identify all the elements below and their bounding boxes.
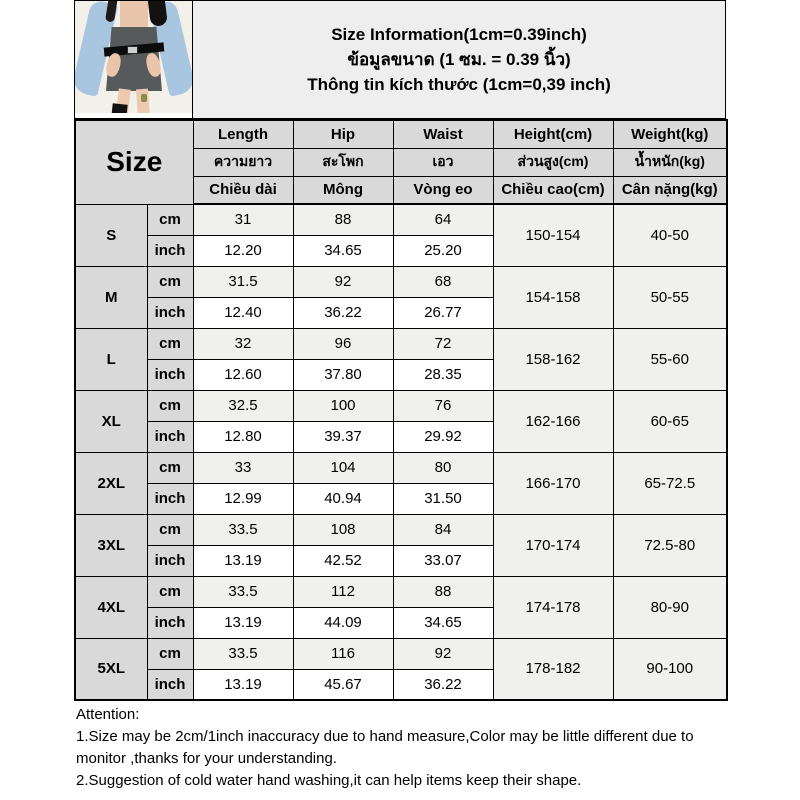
weight-range-value: 90-100 xyxy=(613,638,727,700)
unit-cell-inch: inch xyxy=(147,607,193,638)
weight-range-value: 40-50 xyxy=(613,204,727,266)
photo-torso xyxy=(120,1,148,31)
hip-inch-value: 37.80 xyxy=(293,359,393,390)
hip-cm-value: 112 xyxy=(293,576,393,607)
length-cm-value: 31 xyxy=(193,204,293,235)
content-block xyxy=(74,0,726,792)
col-header-waist-en: Waist xyxy=(393,120,493,148)
waist-cm-value: 64 xyxy=(393,204,493,235)
height-range-value: 170-174 xyxy=(493,514,613,576)
size-row-3xl-cm xyxy=(75,514,727,545)
waist-inch-value: 26.77 xyxy=(393,297,493,328)
size-label-4xl: 4XL xyxy=(75,576,147,638)
waist-cm-value: 84 xyxy=(393,514,493,545)
hip-inch-value: 42.52 xyxy=(293,545,393,576)
length-inch-value: 12.99 xyxy=(193,483,293,514)
length-cm-value: 33.5 xyxy=(193,576,293,607)
weight-range-value: 65-72.5 xyxy=(613,452,727,514)
unit-cell-cm: cm xyxy=(147,204,193,235)
col-header-weight-th: น้ำหนัก(kg) xyxy=(613,148,727,176)
height-range-value: 154-158 xyxy=(493,266,613,328)
hip-cm-value: 96 xyxy=(293,328,393,359)
size-label-3xl: 3XL xyxy=(75,514,147,576)
waist-inch-value: 25.20 xyxy=(393,235,493,266)
photo-boot xyxy=(111,103,127,113)
photo-leg-tattoo xyxy=(141,94,147,102)
col-header-length-en: Length xyxy=(193,120,293,148)
length-inch-value: 13.19 xyxy=(193,545,293,576)
waist-cm-value: 88 xyxy=(393,576,493,607)
weight-range-value: 60-65 xyxy=(613,390,727,452)
size-label-5xl: 5XL xyxy=(75,638,147,700)
col-header-hip-vi: Mông xyxy=(293,176,393,204)
waist-inch-value: 31.50 xyxy=(393,483,493,514)
length-inch-value: 12.20 xyxy=(193,235,293,266)
unit-cell-inch: inch xyxy=(147,483,193,514)
height-range-value: 162-166 xyxy=(493,390,613,452)
hip-inch-value: 40.94 xyxy=(293,483,393,514)
unit-cell-inch: inch xyxy=(147,297,193,328)
size-label-2xl: 2XL xyxy=(75,452,147,514)
col-header-weight-en: Weight(kg) xyxy=(613,120,727,148)
unit-cell-cm: cm xyxy=(147,328,193,359)
hip-cm-value: 116 xyxy=(293,638,393,669)
length-cm-value: 32 xyxy=(193,328,293,359)
size-row-4xl-cm xyxy=(75,576,727,607)
size-row-s-cm xyxy=(75,204,727,235)
length-cm-value: 31.5 xyxy=(193,266,293,297)
weight-range-value: 55-60 xyxy=(613,328,727,390)
length-cm-value: 33.5 xyxy=(193,514,293,545)
unit-cell-cm: cm xyxy=(147,452,193,483)
waist-inch-value: 36.22 xyxy=(393,669,493,700)
attention-section xyxy=(74,704,726,792)
title-line-th: ข้อมูลขนาด (1 ซม. = 0.39 นิ้ว) xyxy=(347,50,571,69)
length-cm-value: 33 xyxy=(193,452,293,483)
title-line-en: Size Information(1cm=0.39inch) xyxy=(331,25,587,44)
hip-inch-value: 36.22 xyxy=(293,297,393,328)
unit-cell-cm: cm xyxy=(147,576,193,607)
waist-inch-value: 29.92 xyxy=(393,421,493,452)
size-label-s: S xyxy=(75,204,147,266)
size-row-5xl-cm xyxy=(75,638,727,669)
length-cm-value: 32.5 xyxy=(193,390,293,421)
waist-inch-value: 33.07 xyxy=(393,545,493,576)
size-label-m: M xyxy=(75,266,147,328)
unit-cell-inch: inch xyxy=(147,545,193,576)
col-header-waist-th: เอว xyxy=(393,148,493,176)
hip-cm-value: 92 xyxy=(293,266,393,297)
length-inch-value: 13.19 xyxy=(193,607,293,638)
weight-range-value: 80-90 xyxy=(613,576,727,638)
col-header-waist-vi: Vòng eo xyxy=(393,176,493,204)
hip-inch-value: 45.67 xyxy=(293,669,393,700)
size-info-title xyxy=(193,0,726,119)
waist-cm-value: 92 xyxy=(393,638,493,669)
height-range-value: 150-154 xyxy=(493,204,613,266)
height-range-value: 174-178 xyxy=(493,576,613,638)
size-table xyxy=(74,119,728,701)
unit-cell-inch: inch xyxy=(147,235,193,266)
size-table-body xyxy=(75,204,727,700)
size-table-header xyxy=(75,120,727,204)
waist-cm-value: 80 xyxy=(393,452,493,483)
height-range-value: 158-162 xyxy=(493,328,613,390)
size-row-xl-cm xyxy=(75,390,727,421)
unit-cell-cm: cm xyxy=(147,390,193,421)
photo-hair-right xyxy=(147,1,168,27)
size-row-2xl-cm xyxy=(75,452,727,483)
hip-cm-value: 88 xyxy=(293,204,393,235)
size-label-xl: XL xyxy=(75,390,147,452)
hip-cm-value: 104 xyxy=(293,452,393,483)
size-label-l: L xyxy=(75,328,147,390)
unit-cell-inch: inch xyxy=(147,359,193,390)
waist-cm-value: 72 xyxy=(393,328,493,359)
size-row-m-cm xyxy=(75,266,727,297)
attention-item-2: 2.Suggestion of cold water hand washing,it can help items keep their shape. xyxy=(76,772,582,789)
unit-cell-cm: cm xyxy=(147,266,193,297)
top-section xyxy=(74,0,726,119)
height-range-value: 166-170 xyxy=(493,452,613,514)
col-header-hip-en: Hip xyxy=(293,120,393,148)
waist-inch-value: 28.35 xyxy=(393,359,493,390)
col-header-weight-vi: Cân nặng(kg) xyxy=(613,176,727,204)
length-cm-value: 33.5 xyxy=(193,638,293,669)
hip-cm-value: 100 xyxy=(293,390,393,421)
unit-cell-inch: inch xyxy=(147,669,193,700)
col-header-height-vi: Chiều cao(cm) xyxy=(493,176,613,204)
unit-cell-inch: inch xyxy=(147,421,193,452)
col-header-height-en: Height(cm) xyxy=(493,120,613,148)
size-header-cell: Size xyxy=(75,120,193,204)
length-inch-value: 13.19 xyxy=(193,669,293,700)
hip-inch-value: 44.09 xyxy=(293,607,393,638)
unit-cell-cm: cm xyxy=(147,514,193,545)
weight-range-value: 50-55 xyxy=(613,266,727,328)
attention-title: Attention: xyxy=(76,706,140,723)
waist-inch-value: 34.65 xyxy=(393,607,493,638)
product-photo xyxy=(74,0,193,119)
product-photo-art xyxy=(75,1,192,113)
col-header-hip-th: สะโพก xyxy=(293,148,393,176)
hip-inch-value: 34.65 xyxy=(293,235,393,266)
length-inch-value: 12.60 xyxy=(193,359,293,390)
hip-inch-value: 39.37 xyxy=(293,421,393,452)
height-range-value: 178-182 xyxy=(493,638,613,700)
photo-belt-buckle xyxy=(127,46,138,54)
col-header-length-vi: Chiều dài xyxy=(193,176,293,204)
title-line-vi: Thông tin kích thước (1cm=0,39 inch) xyxy=(307,75,611,94)
size-row-l-cm xyxy=(75,328,727,359)
col-header-length-th: ความยาว xyxy=(193,148,293,176)
waist-cm-value: 76 xyxy=(393,390,493,421)
hip-cm-value: 108 xyxy=(293,514,393,545)
waist-cm-value: 68 xyxy=(393,266,493,297)
unit-cell-cm: cm xyxy=(147,638,193,669)
length-inch-value: 12.40 xyxy=(193,297,293,328)
attention-item-1: 1.Size may be 2cm/1inch inaccuracy due to hand measure,Color may be little different due to monitor ,thanks for your understanding. xyxy=(76,728,694,767)
weight-range-value: 72.5-80 xyxy=(613,514,727,576)
length-inch-value: 12.80 xyxy=(193,421,293,452)
col-header-height-th: ส่วนสูง(cm) xyxy=(493,148,613,176)
